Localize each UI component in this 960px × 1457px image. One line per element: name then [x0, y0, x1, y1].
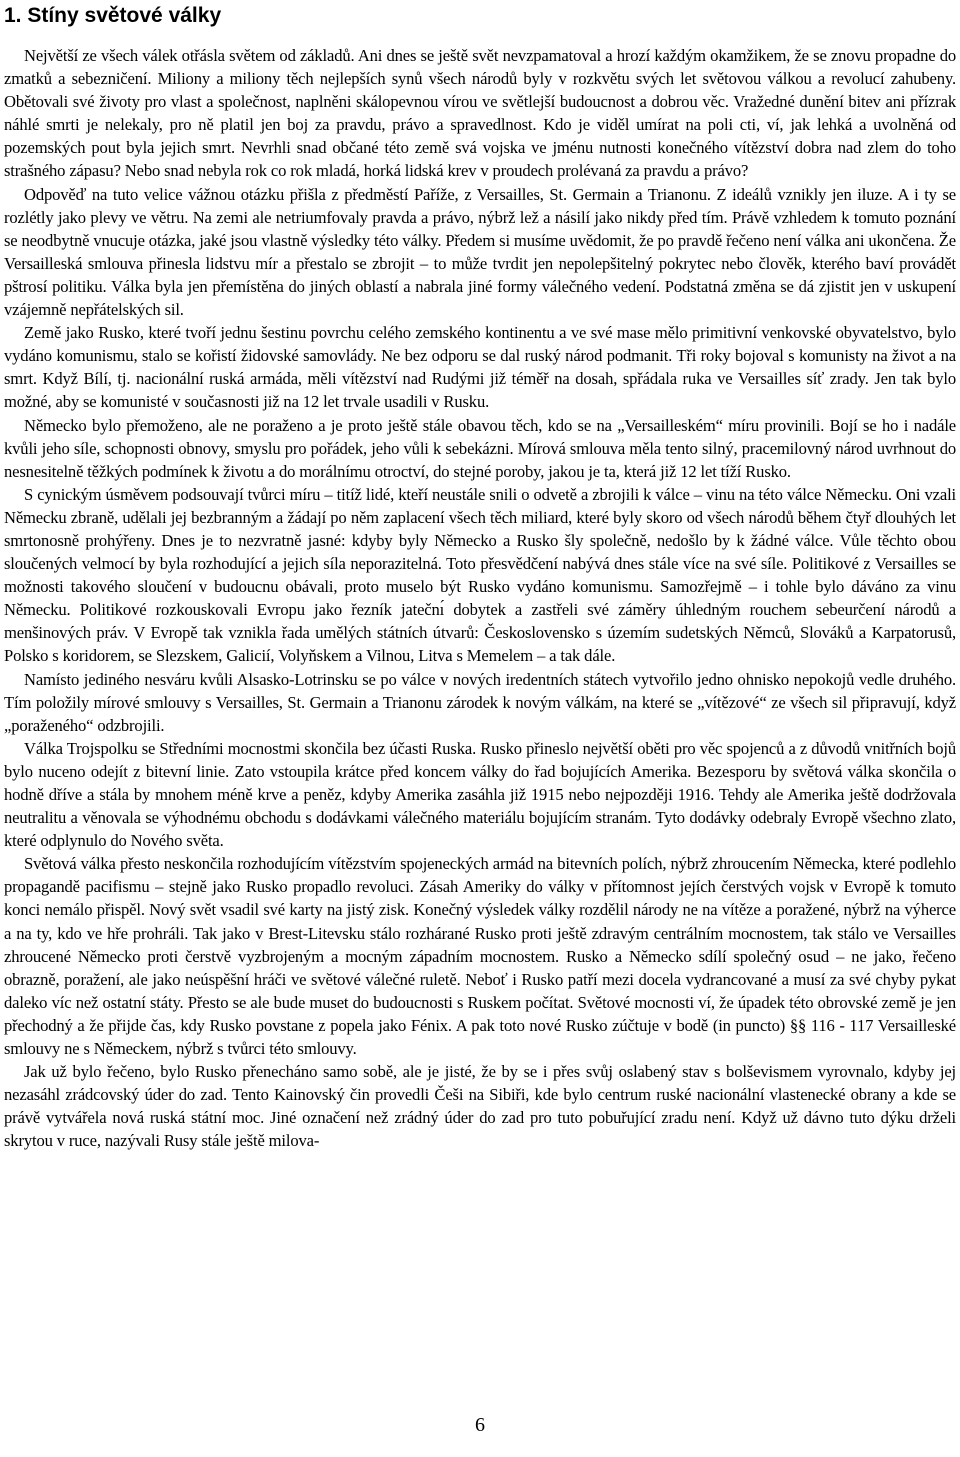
paragraph-1: Největší ze všech válek otřásla světem od základů. Ani dnes se ještě svět nevzpamatoval a hrozí každým okamžikem, že se znovu propadne do zmatků a sebezničení. Miliony a miliony těch nejlepších synů všech národů byly v rozkvětu svých let světovou válkou a revolucí zahubeny. Obětovali své životy pro vlast a společnost, naplněni skálopevnou vírou ve světlejší budoucnost a dobrou věc. Vražedné dunění bitev ani přízrak náhlé smrti je nelekaly, pro ně platil jen boj za pravdu, právo a spravedlnost. Kdo je viděl umírat na poli cti, ví, jak lehká a uvolněná od pozemských pout byla jejich smrt. Nevrhli snad občané této země svá vojska ve jménu nutnosti konečného vítězství dobra nad zlem do toho strašného zápasu? Nebo snad nebyla rok co rok mladá, horká lidská krev v proudech prolévaná za pravdu a právo?: [4, 46, 956, 181]
paragraph-5: S cynickým úsměvem podsouvají tvůrci míru – titíž lidé, kteří neustále snili o odvetě a zbrojili k válce – vinu na této válce Německu. Oni vzali Německu zbraně, udělali jej bezbranným a žádají po něm zaplacení všech těch miliard, které byly skoro od všech národů během čtyř dlouhých let smrtonosně prohýřeny. Dnes je to nezvratně jasné: kdyby byly Německo a Rusko šly společně, nedošlo by k žádné válce. Vůle těchto obou sloučených velmocí by byla rozhodující a jejich síla neporazitelná. Toto přesvědčení nabývá dnes stále více na své síle. Politikové z Versailles se možnosti takového sloučení v budoucnu obávali, proto muselo být Rusko vydáno komunismu. Samozřejmě – i tohle bylo dáváno za vinu Německu. Politikové rozkouskovali Evropu jako řezník jatečnı́ dobytek a zastřeli své záměry úhledným rouchem sebeurčení národů a menšinových práv. V Evropě tak vznikla řada umělých státních útvarů: Československo s územím sudetských Němců, Slováků a Karpatorusů, Polsko s koridorem, se Slezskem, Galicií, Volyňskem a Vilnou, Litva s Memelem – a tak dále.: [4, 484, 956, 666]
page-number: 6: [475, 1414, 485, 1436]
paragraph-7: Válka Trojspolku se Středními mocnostmi skončila bez účasti Ruska. Rusko přineslo největší oběti pro věc spojenců a z důvodů vnitřních bojů bylo nuceno odejít z bitevní linie. Zato vstoupila krátce před koncem války do řad bojujících Amerika. Bezesporu by světová válka skončila o hodně dříve a stála by mnohem méně krve a peněz, kdyby Amerika zasáhla již 1915 nebo nejpozději 1916. Tehdy ale Amerika ještě dodržovala neutralitu a věnovala se výhodnému obchodu s dodávkami válečného materiálu bojujícím stranám. Tyto dodávky odebraly Evropě všechno zlato, které odplynulo do Nového světa.: [4, 738, 956, 851]
paragraph-4: Německo bylo přemoženo, ale ne poraženo a je proto ještě stále obavou těch, kdo se na „Versailleském“ míru provinili. Bojí se ho i nadále kvůli jeho síle, schopnosti obnovy, smyslu pro pořádek, jeho vůli k sebekázni. Mírová smlouva měla tento silný, pracemilovný národ uvrhnout do nesnesitelně těžkých podmínek k životu a do morálnímu otroctví, do stejné poroby, jakou je ta, která již 12 let tíží Rusko.: [4, 415, 956, 481]
paragraph-2: Odpověď na tuto velice vážnou otázku přišla z předměstí Paříže, z Versailles, St. Germain a Trianonu. Z ideálů vznikly jen iluze. A i ty se rozlétly jako plevy ve větru. Na zemi ale netriumfovaly pravda a právo, nýbrž lež a násilí jako nikdy před tím. Právě vzhledem k tomuto poznání se neodbytně vnucuje otázka, jaké jsou vlastně výsledky této války. Předem si musíme uvědomit, že po pravdě řečeno není válka ani ukončena. Že Versailleská smlouva přinesla lidstvu mír a přestalo se zbrojit – to může tvrdit jen nepolepšitelný pokrytec nebo člověk, kterého baví provádět pštrosí politiku. Válka byla jen přemístěna do jiných oblastí a nabrala jiné formy válečného vedení. Podstatná změna se dá zjistit jen v uskupení vzájemně nepřátelských sil.: [4, 184, 956, 320]
paragraph-9: Jak už bylo řečeno, bylo Rusko přenecháno samo sobě, ale je jisté, že by se i přes svůj oslabený stav s bolševismem vyrovnalo, kdyby jej nezasáhl zrádcovský úder do zad. Tento Kainovský čin provedli Češi na Sibiři, kde bylo centrum ruské nacionální vlastenecké obrany a kde se právě vytvářela nová ruská státní moc. Jiné označení než zrádný úder do zad pro tuto pobuřující zradu není. Když už dávno tuto dýku drželi skrytou v ruce, nazývali Rusy stále ještě milova-: [4, 1062, 956, 1151]
paragraph-8: Světová válka přesto neskončila rozhodujícím vítězstvím spojeneckých armád na bitevních polích, nýbrž zhroucením Německa, které podlehlo propagandě pacifismu – stejně jako Rusko propadlo revoluci. Zásah Ameriky do války v přítomnost jejích čerstvých vojsk v Evropě k tomuto konci nemálo přispěl. Nový svět vsadil své karty na jistý zisk. Konečný výsledek války rozdělil národy ne na vítěze a poražené, nýbrž na výherce a na ty, kdo ve hře prohráli. Tak jako v Brest-Litevsku stálo rozhárané Rusko proti ještě zdravým centrálním mocnostem, tak stálo ve Versailles zhroucené Německo proti čerstvě vyzbrojeným a mocným západním mocnostem. Rusko a Německo sdílí společný osud – ne jako, řečeno obrazně, poražení, ale jako neúspěšní hráči ve světové válečné ruletě. Neboť i Rusko patří mezi docela vydrancované a musí za své chyby pykat daleko víc než ostatní státy. Přesto se ale bude muset do budoucnosti s Ruskem počítat. Světové mocnosti ví, že úpadek této obrovské země je jen přechodný a že přijde čas, kdy Rusko povstane z popela jako Fénix. A pak toto nové Rusko zúčtuje v bodě (in puncto) §§ 116 - 117 Versailleské smlouvy ne s Německem, nýbrž s tvůrci této smlouvy.: [4, 854, 956, 1059]
chapter-title: 1. Stíny světové války: [4, 4, 222, 27]
body-text: [4, 44, 956, 1153]
paragraph-3: Země jako Rusko, které tvoří jednu šestinu povrchu celého zemského kontinentu a ve své mase mělo primitivní venkovské obyvatelstvo, bylo vydáno komunismu, stalo se kořistí židovské samovlády. Ne bez odporu se dal ruský národ podmanit. Tři roky bojoval s komunisty na život a na smrt. Když Bílí, tj. nacionální ruská armáda, měli vítězství nad Rudými již téměř na dosah, spřádala ruka ve Versailles síť zrady. Jen tak bylo možné, aby se komunisté v současnosti již na 12 let trvale usadili v Rusku.: [4, 323, 956, 412]
paragraph-6: Namísto jediného nesváru kvůli Alsasko-Lotrinsku se po válce v nových iredentních státech vytvořilo jedno ohnisko nepokojů vedle druhého. Tím položily mírové smlouvy s Versailles, St. Germain a Trianonu zárodek k novým válkám, na které se „vítězové“ ze všech sil připravují, když „poraženého“ odzbrojili.: [4, 669, 956, 735]
